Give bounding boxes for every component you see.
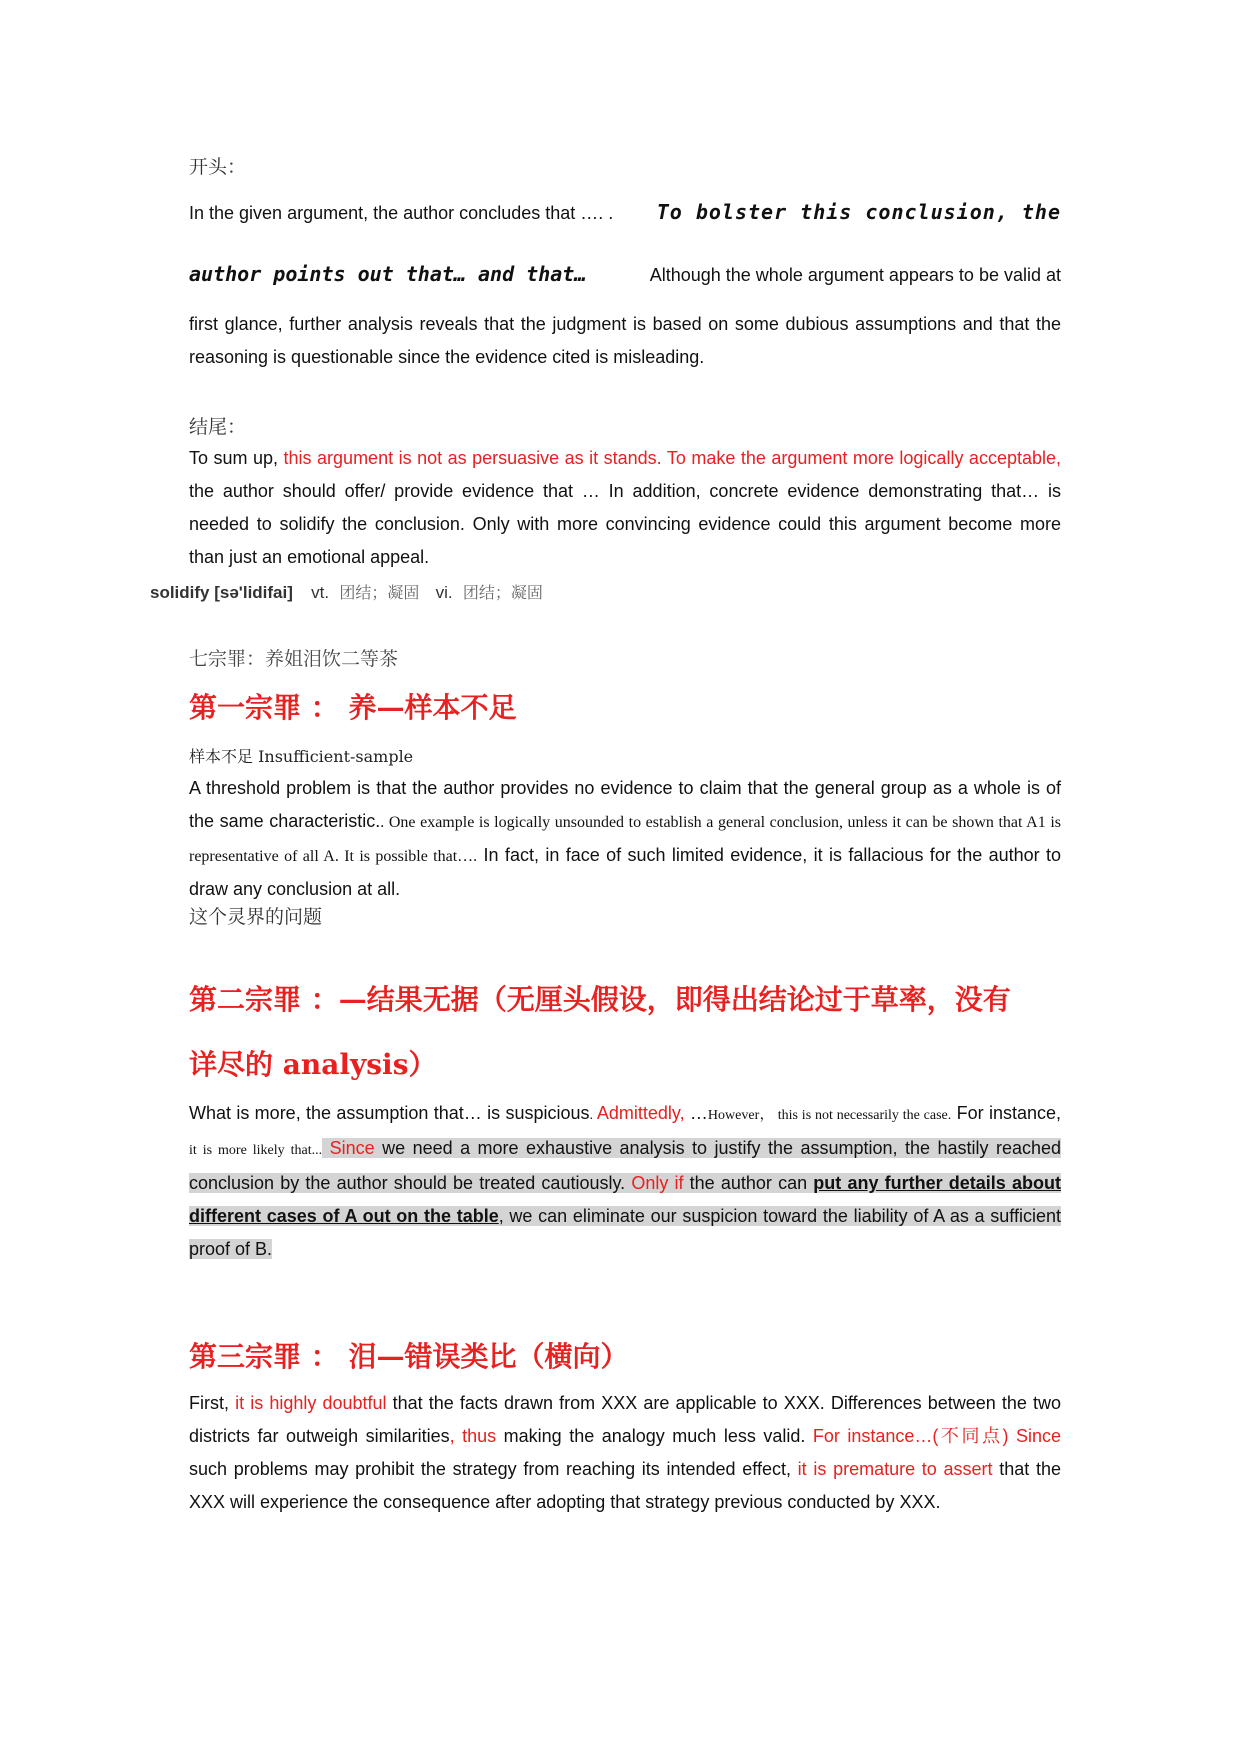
sin-2-text-4: we need a more exhaustive analysis to justify the assumption, the hastily reached conclusion by the author should be treated cautiously. bbox=[189, 1138, 1062, 1193]
sin-2-underlined-phrase: put any further details about different cases of A out on the table bbox=[189, 1173, 1061, 1226]
vocab-word: solidify [sə'lidifai] bbox=[150, 583, 293, 602]
sin-2-text-1: What is more, the assumption that… is suspicious bbox=[189, 1103, 590, 1123]
sin-3-doubtful: it is highly doubtful bbox=[235, 1393, 387, 1413]
sin-3-paragraph bbox=[189, 1387, 1061, 1519]
sin-3-text-2: that the facts drawn from XXX are applicable to XXX. Differences between the two districts far outweigh similarities bbox=[189, 1393, 1061, 1446]
sin-2-heading-text-1: 第二宗罪 ：—结果无据（无厘头假设，即得出结论过于草率，没有 bbox=[189, 983, 1011, 1016]
ending-paragraph bbox=[189, 442, 1061, 574]
sin-1-subtitle: 样本不足 Insufficient-sample bbox=[189, 747, 414, 766]
sin-1-note: 这个灵界的问题 bbox=[189, 906, 323, 928]
intro-paragraph: first glance, further analysis reveals that the judgment is based on some dubious assumptions and that the reasoning is questionable since the evidence cited is misleading. bbox=[189, 314, 1061, 367]
sin-3-premature: it is premature to assert bbox=[797, 1459, 993, 1479]
sin-1-heading: 第一宗罪 ： 养—样本不足 bbox=[189, 691, 517, 724]
intro-line-2-text: Although the whole argument appears to be valid at bbox=[649, 265, 1061, 285]
sin-3-text-3: making the analogy much less valid. bbox=[496, 1426, 813, 1446]
vocab-def-2: 团结；凝固 bbox=[462, 583, 543, 602]
sin-2-heading-line-2: 详尽的 analysis） bbox=[189, 1048, 437, 1081]
sin-3-since: Since bbox=[1008, 1426, 1061, 1446]
intro-line-1 bbox=[189, 200, 1061, 224]
intro-bolster-phrase: To bolster this conclusion, the bbox=[656, 200, 1061, 224]
sin-3-thus: , thus bbox=[449, 1426, 497, 1446]
sin-3-text-1: First, bbox=[189, 1393, 236, 1413]
sin-2-text-6: , we can eliminate our suspicion toward the liability of A as a sufficient proof of B. bbox=[189, 1206, 1061, 1259]
sin-1-paragraph bbox=[189, 772, 1061, 906]
ending-text-1: To sum up, bbox=[189, 448, 284, 468]
ending-text-2: the author should offer/ provide evidence that … In addition, concrete evidence demonstrating that… is needed to solidify the conclusion. Only with more convincing evidence could this argument become more than just an emotional appeal. bbox=[189, 481, 1061, 567]
sin-2-since: Since bbox=[322, 1138, 375, 1158]
sin-2-paragraph bbox=[189, 1097, 1061, 1266]
sin-2-for-instance: For instance, bbox=[956, 1103, 1062, 1123]
sin-3-text-4: such problems may prohibit the strategy from reaching its intended effect, bbox=[189, 1459, 798, 1479]
sin-2-however: However， this is not necessarily the case. bbox=[707, 1108, 952, 1123]
sin-1-text-3: In fact, in face of such limited evidence, it is fallacious for the author to draw any conclusion at all. bbox=[189, 845, 1061, 899]
intro-label: 开头： bbox=[189, 156, 247, 178]
ending-label: 结尾： bbox=[189, 416, 247, 438]
sin-1-text-2: . One example is logically unsounded to establish a general conclusion, unless it can be shown that A1 is representative of all A. It is possible that…. bbox=[189, 814, 1061, 865]
intro-line-1-text: In the given argument, the author concludes that …. . bbox=[189, 203, 614, 223]
vocab-pos-1: vt. bbox=[311, 583, 330, 602]
sin-3-heading: 第三宗罪 ： 泪—错误类比（横向） bbox=[189, 1340, 629, 1373]
intro-points-out-phrase: author points out that… and that… bbox=[189, 262, 587, 286]
sin-2-text-2: . bbox=[589, 1108, 597, 1123]
vocab-line bbox=[150, 580, 1061, 603]
sin-1-text-1: A threshold problem is that the author provides no evidence to claim that the general group as a whole is of the same characteristic. bbox=[189, 778, 1061, 831]
ending-highlight: this argument is not as persuasive as it stands. To make the argument more logically acceptable, bbox=[283, 448, 1062, 468]
sin-2-admittedly: Admittedly, bbox=[596, 1103, 690, 1123]
sin-2-more-likely: it is more likely that... bbox=[189, 1143, 323, 1158]
vocab-pos-2: vi. bbox=[435, 583, 453, 602]
vocab-def-1: 团结；凝固 bbox=[339, 583, 420, 602]
sin-3-text-5: that the XXX will experience the consequence after adopting that strategy previous conducted by XXX. bbox=[189, 1459, 1061, 1512]
sins-title: 七宗罪：养姐泪饮二等茶 bbox=[189, 648, 399, 670]
sin-2-heading-line-1 bbox=[189, 978, 1061, 1018]
intro-line-2 bbox=[189, 262, 1061, 286]
sin-2-only-if: Only if bbox=[631, 1173, 684, 1193]
sin-3-for-instance: For instance…(不同点) bbox=[812, 1426, 1009, 1446]
sin-2-text-5: the author can bbox=[683, 1173, 814, 1193]
sin-2-text-3: … bbox=[689, 1103, 708, 1123]
